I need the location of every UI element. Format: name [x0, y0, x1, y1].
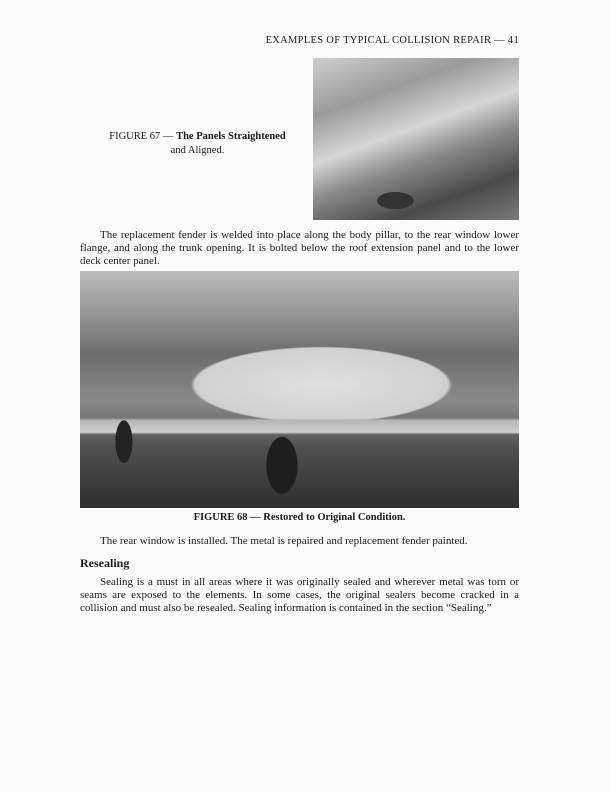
- figure-68-number: FIGURE 68 —: [193, 512, 261, 523]
- section-heading-resealing: Resealing: [80, 556, 130, 570]
- paragraph-resealing: Sealing is a must in all areas where it was originally sealed and wherever metal was torn or seams are exposed to the elements. In some cases, the original sealers become cracked in a collision and must also be resealed. Sealing information is contained in the section “Sealing.”: [80, 576, 519, 614]
- figure-68-caption-bold: Restored to Original Condition.: [263, 512, 406, 523]
- figure-67-photo-car-rear-panels: [313, 58, 519, 220]
- paragraph-fender-welding: The replacement fender is welded into place along the body pillar, to the rear window lower flange, and along the trunk opening. It is bolted below the roof extension panel and to the lower deck center panel.: [80, 229, 519, 267]
- paragraph-rear-window: The rear window is installed. The metal is repaired and replacement fender painted.: [100, 535, 468, 547]
- figure-68-caption: [80, 512, 519, 523]
- figure-67-caption-bold: The Panels Straightened: [176, 131, 286, 142]
- figure-67-number: FIGURE 67 —: [109, 131, 174, 142]
- figure-67-caption-rest: and Aligned.: [170, 145, 225, 156]
- figure-67-caption: [95, 130, 300, 158]
- running-header: EXAMPLES OF TYPICAL COLLISION REPAIR — 41: [265, 35, 519, 46]
- figure-68-photo-restored-car: [80, 271, 519, 508]
